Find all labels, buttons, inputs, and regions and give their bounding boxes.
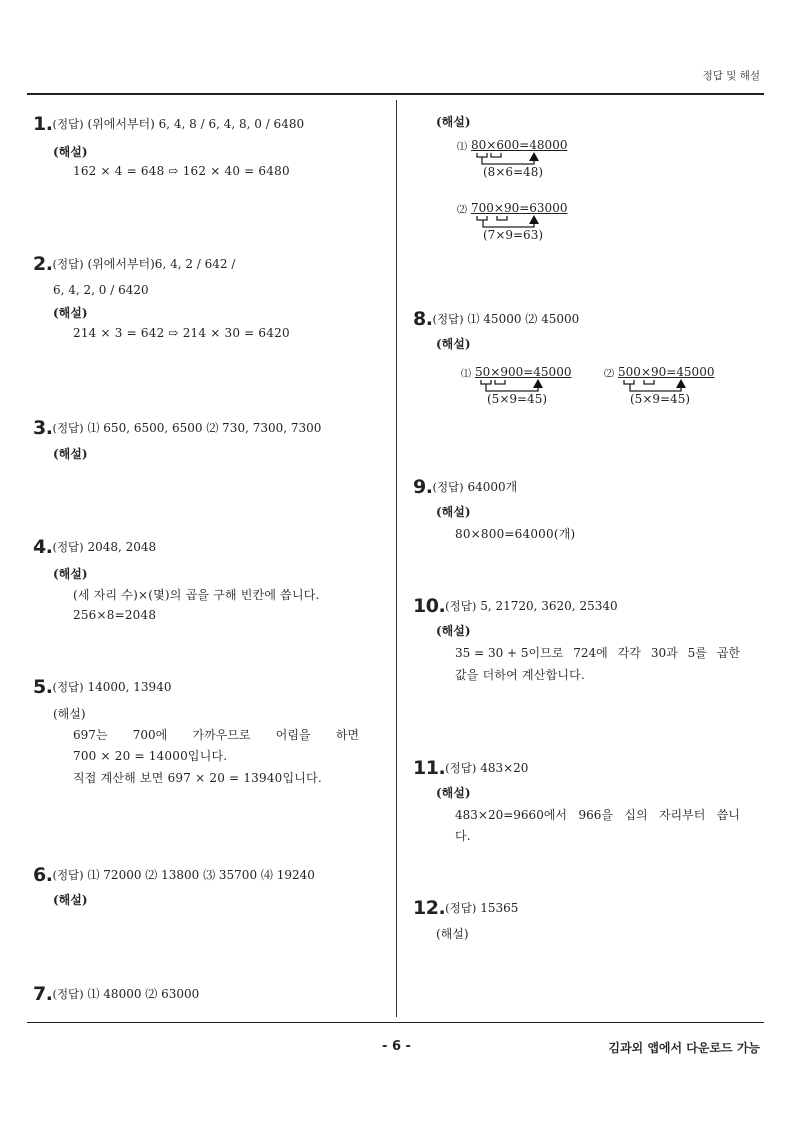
answer-text: 15365 (480, 901, 519, 915)
item-label: ⑵ (457, 205, 467, 216)
explanation-text: 700 × 20 = 14000입니다. (73, 749, 228, 763)
explanation-text: 직접 계산해 보면 697 × 20 = 13940입니다. (73, 771, 322, 785)
word: 5를 (687, 646, 707, 660)
answer-text: 14000, 13940 (87, 680, 172, 694)
question-7 (33, 983, 199, 1005)
explanation-text: 80×800=64000(개) (455, 527, 576, 541)
word: 씁니 (716, 808, 740, 822)
explanation-text: 214 × 3 = 642 ⇨ 214 × 30 = 6420 (73, 326, 290, 340)
word: 724에 (573, 646, 608, 660)
item-label: ⑴ (461, 369, 471, 380)
explanation-text (455, 644, 740, 661)
word: 십의 (624, 808, 648, 822)
word: 각각 (617, 646, 641, 660)
explanation-label: (해설) (53, 707, 86, 721)
explanation-label: (해설) (436, 786, 471, 800)
place-value-diagram (457, 138, 627, 186)
question-number: 4. (33, 536, 53, 558)
question-1 (33, 113, 304, 135)
diagram-caption: (7×9=63) (483, 228, 544, 242)
question-number: 8. (413, 308, 433, 330)
column-divider (396, 100, 397, 1017)
word: 697는 (73, 728, 108, 742)
answer-tag: (정답) (432, 312, 464, 326)
answer-text: 64000개 (467, 480, 518, 494)
word: 자리부터 (658, 808, 706, 822)
answer-tag: (정답) (52, 117, 84, 131)
question-10 (413, 595, 618, 617)
answer-text: (위에서부터)6, 4, 2 / 642 / (87, 257, 236, 271)
diagram-caption: (8×6=48) (483, 165, 544, 179)
explanation-label: (해설) (436, 337, 471, 351)
footer-rule (27, 1022, 764, 1023)
word: 35 = 30 + 5이므로 (455, 646, 564, 660)
question-number: 3. (33, 417, 53, 439)
explanation-text: 256×8=2048 (73, 608, 157, 622)
explanation-label: (해설) (53, 893, 88, 907)
explanation-text: (세 자리 수)×(몇)의 곱을 구해 빈칸에 씁니다. (73, 588, 320, 602)
explanation-text: 값을 더하여 계산합니다. (455, 668, 585, 682)
question-number: 7. (33, 983, 53, 1005)
diagram-expression: 500×90=45000 (618, 365, 715, 379)
diagram-caption: (5×9=45) (630, 392, 691, 406)
diagram-expression: 50×900=45000 (475, 365, 572, 379)
explanation-label: (해설) (436, 115, 471, 129)
answer-text: 2048, 2048 (87, 540, 157, 554)
word: 어림을 (275, 728, 311, 742)
item-label: ⑵ (604, 369, 614, 380)
question-number: 6. (33, 864, 53, 886)
place-value-diagram (604, 365, 774, 413)
diagram-expression: 700×90=63000 (471, 201, 568, 215)
question-9 (413, 476, 517, 498)
digit-bracket-arrow (457, 138, 557, 168)
answer-tag: (정답) (52, 421, 84, 435)
digit-bracket-arrow (457, 201, 557, 231)
answer-tag: (정답) (445, 761, 477, 775)
digit-bracket-arrow (604, 365, 704, 395)
explanation-label: (해설) (53, 306, 88, 320)
answer-text: 483×20 (480, 761, 529, 775)
question-6 (33, 864, 315, 886)
footer-credit: 김과외 앱에서 다운로드 가능 (608, 1041, 760, 1055)
explanation-label: (해설) (436, 624, 471, 638)
word: 곱한 (716, 646, 740, 660)
question-number: 12. (413, 897, 446, 919)
question-12 (413, 897, 518, 919)
answer-text: ⑴ 72000 ⑵ 13800 ⑶ 35700 ⑷ 19240 (87, 868, 315, 882)
answer-tag: (정답) (432, 480, 464, 494)
answer-text: ⑴ 48000 ⑵ 63000 (87, 987, 200, 1001)
answer-tag: (정답) (52, 987, 84, 1001)
answer-text: 5, 21720, 3620, 25340 (480, 599, 618, 613)
question-8 (413, 308, 579, 330)
explanation-text: 다. (455, 829, 471, 843)
answer-tag: (정답) (52, 868, 84, 882)
explanation-text (73, 726, 359, 743)
word: 가까우므로 (192, 728, 251, 742)
question-4 (33, 536, 156, 558)
header-rule (27, 93, 764, 95)
item-label: ⑴ (457, 142, 467, 153)
question-5 (33, 676, 171, 698)
explanation-text: 162 × 4 = 648 ⇨ 162 × 40 = 6480 (73, 164, 290, 178)
answer-tag: (정답) (52, 680, 84, 694)
explanation-label: (해설) (53, 447, 88, 461)
header-title: 정답 및 해설 (702, 70, 760, 82)
explanation-label: (해설) (436, 927, 469, 941)
question-number: 2. (33, 253, 53, 275)
answer-tag: (정답) (52, 540, 84, 554)
explanation-text (455, 806, 740, 823)
question-number: 1. (33, 113, 53, 135)
answer-tag: (정답) (52, 257, 84, 271)
answer-text-cont: 6, 4, 2, 0 / 6420 (53, 283, 149, 297)
word: 483×20=9660에서 (455, 808, 568, 822)
question-number: 9. (413, 476, 433, 498)
place-value-diagram (457, 201, 627, 249)
word: 700에 (132, 728, 168, 742)
diagram-expression: 80×600=48000 (471, 138, 568, 152)
word: 하면 (335, 728, 359, 742)
explanation-label: (해설) (53, 145, 88, 159)
question-number: 11. (413, 757, 446, 779)
word: 966을 (578, 808, 613, 822)
question-2 (33, 253, 235, 275)
explanation-label: (해설) (436, 505, 471, 519)
answer-tag: (정답) (445, 599, 477, 613)
answer-tag: (정답) (445, 901, 477, 915)
question-11 (413, 757, 528, 779)
word: 30과 (650, 646, 678, 660)
answer-text: (위에서부터) 6, 4, 8 / 6, 4, 8, 0 / 6480 (87, 117, 305, 131)
question-3 (33, 417, 321, 439)
page-number: - 6 - (382, 1039, 411, 1054)
answer-text: ⑴ 650, 6500, 6500 ⑵ 730, 7300, 7300 (87, 421, 322, 435)
digit-bracket-arrow (461, 365, 561, 395)
explanation-label: (해설) (53, 567, 88, 581)
question-number: 10. (413, 595, 446, 617)
answer-text: ⑴ 45000 ⑵ 45000 (467, 312, 580, 326)
question-number: 5. (33, 676, 53, 698)
diagram-caption: (5×9=45) (487, 392, 548, 406)
